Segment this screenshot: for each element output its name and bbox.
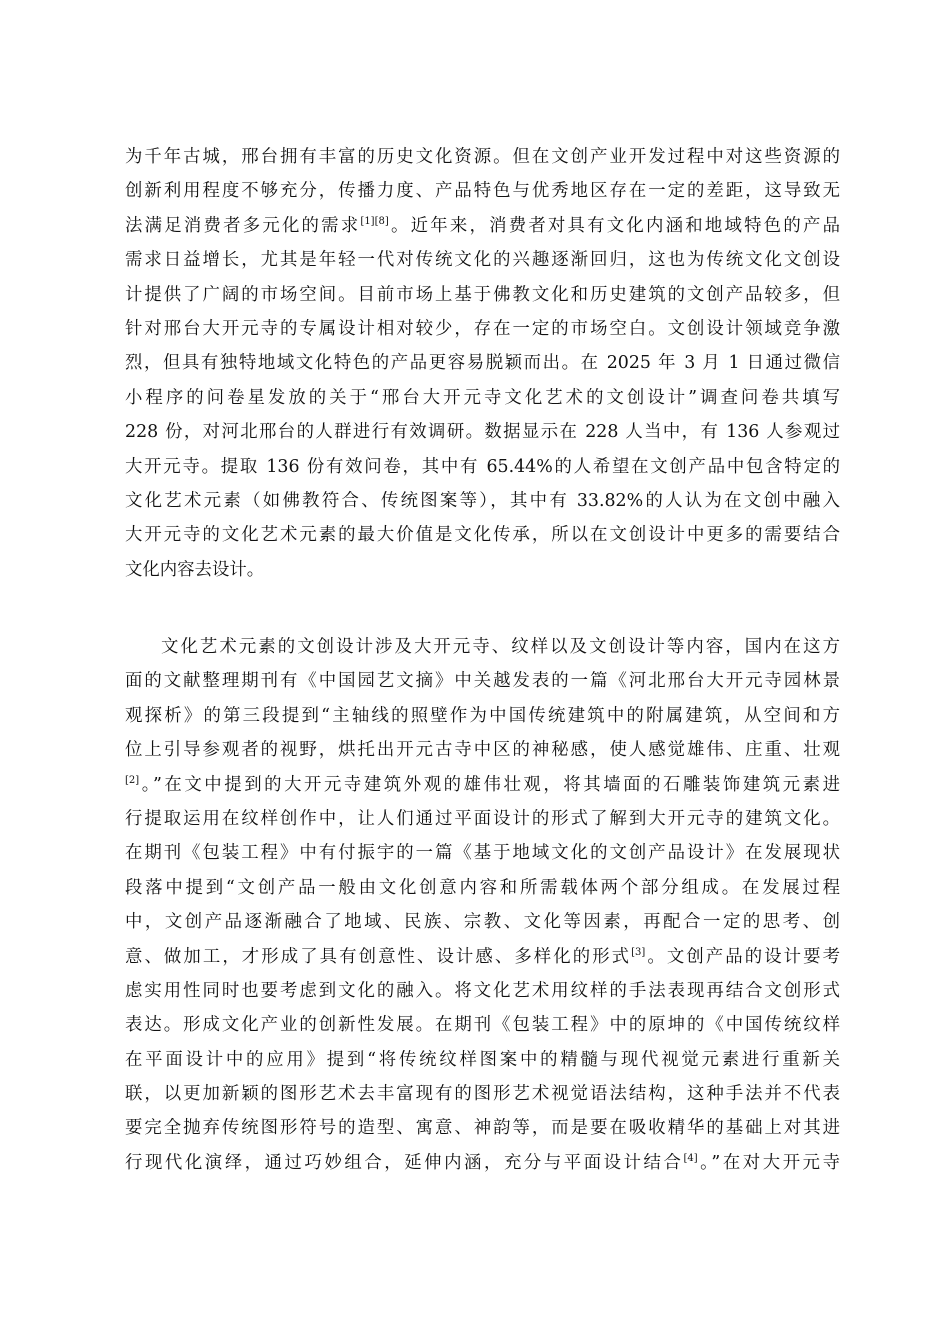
paragraph-line: 为千年古城，邢台拥有丰富的历史文化资源。但在文创产业开发过程中对这些资源的 (125, 147, 840, 167)
paragraph-line: 联，以更加新颖的图形艺术去丰富现有的图形艺术视觉语法结构，这种手法并不代表 (125, 1084, 840, 1105)
line-segment: 。近年来，消费者对具有文化内涵和地域特色的产品 (388, 215, 840, 236)
paragraph-line: 观探析》的第三段提到“主轴线的照壁作为中国传统建筑中的附属建筑，从空间和方 (125, 705, 840, 726)
citation-1-8: [1][8] (360, 215, 389, 227)
paragraph-line: 在平面设计中的应用》提到“将传统纹样图案中的精髓与现代视觉元素进行重新关 (125, 1049, 840, 1070)
citation-3: [3] (631, 946, 646, 958)
paragraph-line: 创新利用程度不够充分，传播力度、产品特色与优秀地区存在一定的差距，这导致无 (125, 181, 840, 202)
paragraph-line: 要完全抛弃传统图形符号的造型、寓意、神韵等，而是要在吸收精华的基础上对其进 (125, 1118, 840, 1139)
line-segment: 。”在对大开元寺 (697, 1152, 840, 1173)
paragraph-line: 虑实用性同时也要考虑到文化的融入。将文化艺术用纹样的手法表现再结合文创形式 (125, 980, 840, 1001)
line-segment: 。”在文中提到的大开元寺建筑外观的雄伟壮观，将其墙面的石雕装饰建筑元素进 (139, 774, 840, 795)
paragraph-line: 行提取运用在纹样创作中，让人们通过平面设计的形式了解到大开元寺的建筑文化。 (125, 808, 840, 829)
paragraph-line: 位上引导参观者的视野，烘托出开元古寺中区的神秘感，使人感觉雄伟、庄重、壮观 (125, 740, 840, 761)
paragraph-line (125, 940, 840, 974)
paragraph-line: 段落中提到“文创产品一般由文化创意内容和所需载体两个部分组成。在发展过程 (125, 877, 840, 898)
paragraph-2 (125, 630, 840, 1180)
line-segment: 法满足消费者多元化的需求 (125, 215, 361, 236)
paragraph-1 (125, 140, 840, 587)
paragraph-line: 文化内容去设计。 (125, 559, 265, 580)
paragraph-line (125, 1146, 840, 1180)
paragraph-line: 面的文献整理期刊有《中国园艺文摘》中关越发表的一篇《河北邢台大开元寺园林景 (125, 671, 840, 692)
paragraph-line: 计提供了广阔的市场空间。目前市场上基于佛教文化和历史建筑的文创产品较多，但 (125, 284, 840, 305)
paragraph-line: 针对邢台大开元寺的专属设计相对较少，存在一定的市场空白。文创设计领域竞争激 (125, 318, 840, 339)
paragraph-line: 228 份，对河北邢台的人群进行有效调研。数据显示在 228 人当中，有 136 人参观过 (125, 422, 840, 443)
paragraph-line: 文化艺术元素（如佛教符合、传统图案等），其中有 33.82%的人认为在文创中融入 (125, 490, 840, 511)
paragraph-line: 烈，但具有独特地域文化特色的产品更容易脱颖而出。在 2025 年 3 月 1 日通过微信 (125, 353, 840, 374)
citation-4: [4] (683, 1152, 698, 1164)
paragraph-line: 大开元寺的文化艺术元素的最大价值是文化传承，所以在文创设计中更多的需要结合 (125, 525, 840, 546)
paragraph-line: 表达。形成文化产业的创新性发展。在期刊《包装工程》中的原坤的《中国传统纹样 (125, 1015, 840, 1036)
paragraph-line: 在期刊《包装工程》中有付振宇的一篇《基于地域文化的文创产品设计》在发展现状 (125, 843, 840, 864)
line-segment: 。文创产品的设计要考 (645, 946, 840, 967)
line-segment: 意、做加工，才形成了具有创意性、设计感、多样化的形式 (125, 946, 632, 967)
paragraph-line: 需求日益增长，尤其是年轻一代对传统文化的兴趣逐渐回归，这也为传统文化文创设 (125, 250, 840, 271)
paragraph-line: 文化艺术元素的文创设计涉及大开元寺、纹样以及文创设计等内容，国内在这方 (161, 637, 840, 657)
paragraph-line: 大开元寺。提取 136 份有效问卷，其中有 65.44%的人希望在文创产品中包含特定的 (125, 456, 840, 477)
citation-2: [2] (125, 774, 140, 786)
paragraph-line (125, 768, 840, 802)
paragraph-line (125, 209, 840, 243)
paragraph-line: 小程序的问卷星发放的关于“邢台大开元寺文化艺术的文创设计”调查问卷共填写 (125, 387, 840, 408)
line-segment: 行现代化演绎，通过巧妙组合，延伸内涵，充分与平面设计结合 (125, 1152, 684, 1173)
paragraph-line: 中，文创产品逐渐融合了地域、民族、宗教、文化等因素，再配合一定的思考、创 (125, 912, 840, 933)
